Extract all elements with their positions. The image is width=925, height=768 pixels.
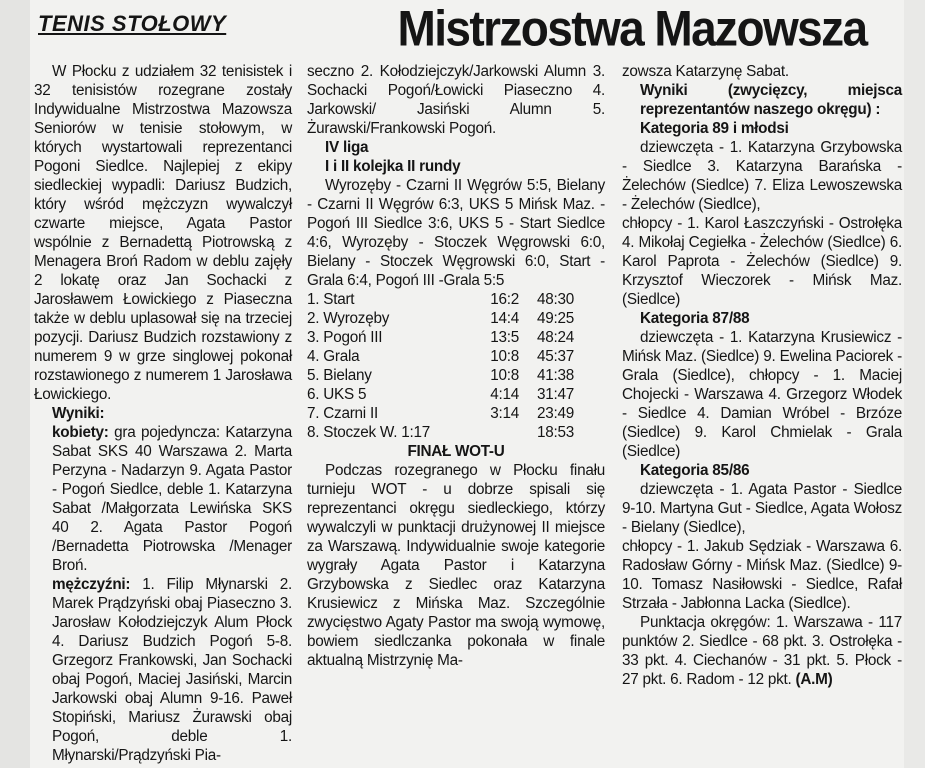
table-row (307, 309, 605, 328)
category-heading: Kategoria 87/88 (640, 310, 750, 327)
team-name: 2. Wyrozęby (307, 310, 390, 327)
team-sets: 48:30 (537, 291, 575, 308)
category-girls-results: dziewczęta - 1. Katarzyna Krusiewicz - Mińsk Maz. (Siedlce) 9. Ewelina Paciorek - Grala (Siedlce), chłopcy - 1. Maciej Chojecki - Warszawa 4. Grzegorz Włodek - Siedlce 4. Damian Wróbel - Brzóze (Siedlce) 9. Karol Chmielak - Grala (Siedlce) (622, 329, 902, 460)
team-name: 8. Stoczek W. 1:17 (307, 424, 431, 441)
table-row (307, 366, 605, 385)
women-results (34, 423, 292, 575)
men-results (34, 575, 292, 765)
article-column-1 (34, 62, 292, 765)
women-label: kobiety: (52, 424, 109, 441)
article-headline: Mistrzostwa Mazowsza (397, 0, 867, 57)
team-sets: 48:24 (537, 329, 575, 346)
men-doubles-continued: seczno 2. Kołodziejczyk/Jarkowski Alumn 3. Sochacki Pogoń/Łowicki Piaseczno 4. Jarkowski/ Jasiński Alumn 5. Żurawski/Frankowski Pogoń. (307, 63, 605, 137)
team-points: 16:2 (490, 291, 519, 308)
category-heading: Kategoria 85/86 (640, 462, 750, 479)
team-points: 10:8 (490, 348, 519, 365)
team-name: 5. Bielany (307, 367, 372, 384)
league-heading: IV liga (325, 139, 369, 156)
table-row (307, 347, 605, 366)
category-boys-results: chłopcy - 1. Karol Łaszczyński - Ostrołęka 4. Mikołaj Cegiełka - Żelechów (Siedlce) 6. Karol Paprota - Żelechów (Siedlce) 9. Krzysztof Wieczorek - Mińsk Maz. (Siedlce) (622, 215, 902, 308)
author-signature: (A.M) (795, 671, 833, 688)
round-heading: I i II kolejka II rundy (325, 158, 461, 175)
table-row (307, 385, 605, 404)
women-results-text: gra pojedyncza: Katarzyna Sabat SKS 40 Warszawa 2. Marta Perzyna - Nadarzyn 9. Agata Pastor - Pogoń Siedlce, deble 1. Katarzyna Sabat /Małgorzata Lewińska SKS 40 2. Agata Pastor Pogoń /Bernadetta Piotrowska /Menager Broń. (52, 424, 292, 574)
section-label: TENIS STOŁOWY (38, 11, 227, 36)
category-heading: Kategoria 89 i młodsi (640, 120, 789, 137)
team-name: 3. Pogoń III (307, 329, 383, 346)
article-column-2 (307, 62, 605, 670)
final-heading: FINAŁ WOT-U (407, 443, 505, 460)
table-row (307, 290, 605, 309)
district-standings-text: Punktacja okręgów: 1. Warszawa - 117 punktów 2. Siedlce - 68 pkt. 3. Ostrołęka - 33 pkt. 4. Ciechanów - 31 pkt. 5. Płock - 27 pkt. 6. Radom - 12 pkt. (622, 614, 902, 688)
team-points: 3:14 (490, 405, 519, 422)
team-sets: 18:53 (537, 424, 575, 441)
category-boys-results: chłopcy - 1. Jakub Sędziak - Warszawa 6. Radosław Górny - Mińsk Maz. (Siedlce) 9-10. Tomasz Nasiłowski - Siedlce, Rafał Strzała - Jabłonna Lacka (Siedlce). (622, 538, 902, 612)
team-points: 14:4 (490, 310, 519, 327)
team-name: 6. UKS 5 (307, 386, 367, 403)
team-sets: 49:25 (537, 310, 575, 327)
team-sets: 41:38 (537, 367, 575, 384)
results-heading: Wyniki: (52, 405, 105, 422)
final-paragraph-continued: zowsza Katarzynę Sabat. (622, 63, 789, 80)
men-results-text: 1. Filip Młynarski 2. Marek Prądzyński obaj Piaseczno 3. Jarosław Kołodziejczyk Alum Płock 4. Dariusz Budzich Pogoń 5-8. Grzegorz Frankowski, Jan Sochacki obaj Pogoń, Maciej Jasiński, Marcin Jarkowski obaj Alumn 9-16. Paweł Stopiński, Mariusz Żurawski obaj Pogoń, deble 1. Młynarski/Prądzyński Pia- (52, 576, 292, 764)
men-label: mężczyźni: (52, 576, 131, 593)
adjacent-column-right (904, 0, 925, 768)
table-row (307, 404, 605, 423)
team-name: 7. Czarni II (307, 405, 378, 422)
article-column-3 (622, 62, 902, 689)
final-paragraph: Podczas rozegranego w Płocku finału turnieju WOT - u dobrze spisali się reprezentanci okręgu siedleckiego, którzy wywalczyli w punktacji drużynowej II miejsce za Warszawą. Indywidualnie swoje kategorie wygrały Agata Pastor i Katarzyna Grzybowska z Siedlec oraz Katarzyna Krusiewicz z Mińska Maz. Szczególnie zwycięstwo Agaty Pastor ma swoją wymowę, bowiem siedlczanka pokonała w finale aktualną Mistrzynię Ma- (307, 462, 605, 669)
table-row (307, 423, 605, 442)
team-name: 1. Start (307, 291, 355, 308)
adjacent-column-left (0, 0, 30, 768)
team-sets: 23:49 (537, 405, 575, 422)
team-sets: 45:37 (537, 348, 575, 365)
team-name: 4. Grala (307, 348, 360, 365)
round-results: Wyrozęby - Czarni II Węgrów 5:5, Bielany - Czarni II Węgrów 6:3, UKS 5 Mińsk Maz. - Pogoń III Siedlce 3:6, UKS 5 - Start Siedlce 4:6, Wyrozęby - Stoczek Węgrowski 6:0, Bielany - Stoczek Węgrowski 6:0, Start - Grala 6:4, Pogoń III -Grala 5:5 (307, 177, 605, 289)
team-sets: 31:47 (537, 386, 575, 403)
category-girls-results: dziewczęta - 1. Katarzyna Grzybowska - Siedlce 3. Katarzyna Barańska - Żelechów (Siedlce) 7. Eliza Lewoszewska - Żelechów (Siedlce), (622, 139, 902, 213)
district-standings (622, 613, 902, 689)
team-points: 10:8 (490, 367, 519, 384)
team-points: 13:5 (490, 329, 519, 346)
table-row (307, 328, 605, 347)
intro-paragraph: W Płocku z udziałem 32 tenisistek i 32 tenisistów rozegrane zostały Indywidualne Mistrzostwa Mazowsza Seniorów w tenisie stołowym, w których wystartowali reprezentanci Pogoni Siedlce. Najlepiej z ekipy siedleckiej wypadli: Dariusz Budzich, który wśród mężczyzn wywalczył czwarte miejsce, Agata Pastor wspólnie z Bernadettą Piotrowską z Menagera Broń Radom w deblu zajęły 2 lokatę oraz Jan Sochacki z Jarosławem Łowickiego z Piaseczna także w deblu uplasował się na trzeciej pozycji. Dariusz Budzich rozstawiony z numerem 9 w grze singlowej pokonał rozstawionego z numerem 1 Jarosława Łowickiego. (34, 63, 292, 403)
team-points: 4:14 (490, 386, 519, 403)
category-girls-results: dziewczęta - 1. Agata Pastor - Siedlce 9-10. Martyna Gut - Siedlce, Agata Wołosz - Bielany (Siedlce), (622, 481, 902, 536)
category-results-heading: Wyniki (zwycięzcy, miejsca reprezentantów naszego okręgu) : (640, 82, 902, 118)
league-standings-table (307, 290, 605, 442)
